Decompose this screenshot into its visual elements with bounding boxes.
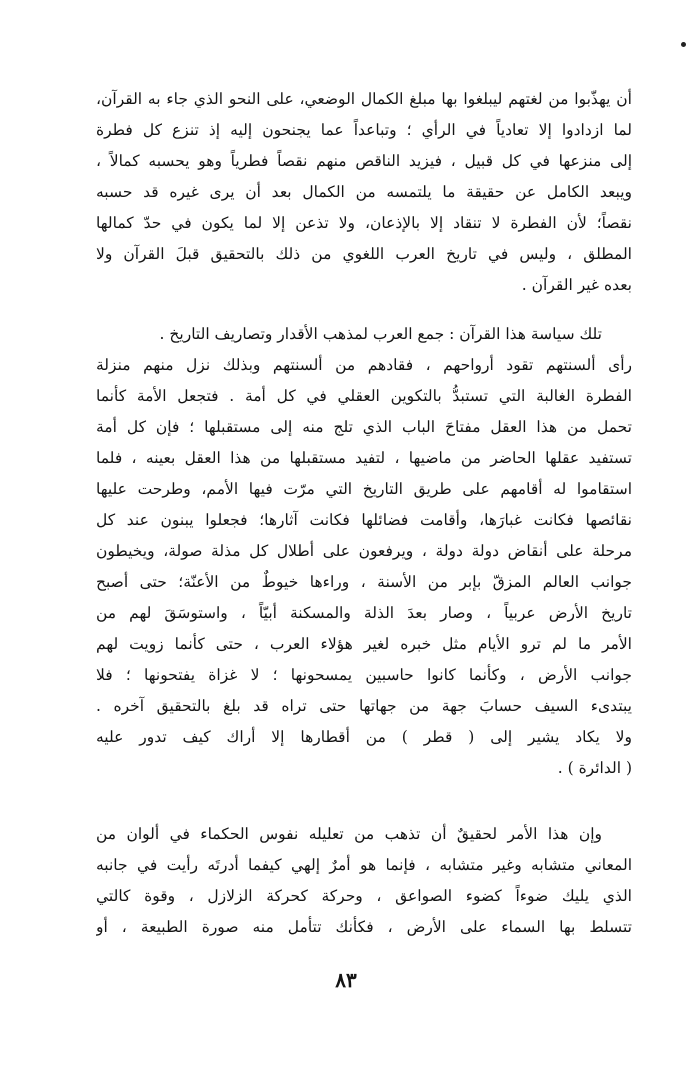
- paragraph-3: [96, 819, 632, 943]
- text-line: المطلق ، وليس في تاريخ العرب اللغوي من ذلك بالتحقيق قبلَ القرآن ولا: [96, 245, 632, 263]
- text-line: إلى منزعها في كل قبيل ، فيزيد الناقص منهم نقصاً فطرياً وهو يحسبه كمالاً ،: [96, 152, 632, 170]
- text-line: ولا يكاد يشير إلى ( قطر ) من أقطارها إلا أراك كيف تدور عليه: [96, 728, 632, 746]
- text-line: ( الدائرة ) .: [557, 759, 632, 777]
- text-line: استقاموا له أقامهم على طريق التاريخ التي مرّت فيها الأمم، وطرحت عليها: [96, 480, 632, 498]
- text-line: تحمل من هذا العقل مفتاحَ الباب الذي تلج منه إلى مستقبلها ؛ فإن كل أمة: [96, 418, 632, 436]
- text-line: يبتدىء السيف حسابَ جهة من جهاتها حتى تراه قد بلغ بالتحقيق آخره .: [96, 697, 632, 715]
- text-line: تاريخ الأرض عربياً ، وصار بعدَ الذلة والمسكنة أبيّاً ، واستوسَقَ لهم من: [96, 604, 632, 622]
- text-line: رأى ألسنتهم تقود أرواحهم ، فقادهم من ألسنتهم وبذلك نزل منهم منزلة: [96, 356, 632, 374]
- text-line: تستفيد عقلها الحاضر من ماضيها ، لتفيد مستقبلها من هذا العقل بعينه ، فلما: [96, 449, 632, 467]
- text-line: جوانب العالم المزقّ بإبر من الأسنة ، وراءها خيوطٌ من الأعنّة؛ حتى أصبح: [96, 573, 632, 591]
- text-line: مرحلة على أنقاض دولة دولة ، ويرفعون على أطلال كل مذلة صولة، ويخيطون: [96, 542, 632, 560]
- text-line: نقائصها فكانت غبارَها، وأقامت فضائلها فكانت آثارها؛ فجعلوا يبنون عند كل: [96, 511, 632, 529]
- paragraph-1: [96, 84, 632, 301]
- text-line: وإن هذا الأمر لحقيقٌ أن تذهب من تعليله نفوس الحكماء في ألوان من: [96, 825, 602, 843]
- text-line: تلك سياسة هذا القرآن : جمع العرب لمذهب الأقدار وتصاريف التاريخ .: [159, 325, 602, 343]
- text-line: جوانب الأرض ، وكأنما كانوا حاسبين يمسحونها ؛ لا غزاة يفتحونها ؛ فلا: [96, 666, 632, 684]
- text-line: أن يهذّبوا من لغتهم ليبلغوا بها مبلغ الكمال الوضعي، على النحو الذي جاء به القرآن،: [96, 90, 632, 108]
- text-line: تتسلط بها السماء على الأرض ، فكأنك تتأمل منه صورة الطبيعة ، أو: [96, 918, 632, 936]
- text-line: لما ازدادوا إلا تعادياً في الرأي ؛ وتباعداً عما يجنحون إليه إذ تنزع كل فطرة: [96, 121, 632, 139]
- text-line: الذي يليك ضوءاً كضوء الصواعق ، وحركة كحركة الزلازل ، وقوة كالتي: [96, 887, 632, 905]
- text-line: المعاني متشابه وغير متشابه ، فإنما هو أمرٌ إلهي كيفما أدرتَه رأيت في جانبه: [96, 856, 632, 874]
- text-line: نقصاً؛ لأن الفطرة لا تنقاد إلا بالإذعان، ولا تذعن إلا لما يكون في حدّ كمالها: [96, 214, 632, 232]
- text-line: الفطرة الغالبة التي تستبدُّ بالتكوين العقلي في كل أمة . فتجعل الأمة كأنما: [96, 387, 632, 405]
- text-line: ويبعد الكامل عن حقيقة ما يلتمسه من الكمال بعد أن يرى غيره قد حسبه: [96, 183, 632, 201]
- page-number: ٨٣: [335, 968, 357, 992]
- edge-dot: [681, 42, 686, 47]
- text-line: بعده غير القرآن .: [521, 276, 632, 294]
- paragraph-2: [96, 319, 632, 784]
- text-line: الأمر ما لم ترو الأيام مثل خبره لغير هؤلاء العرب ، حتى كأنما زويت لهم: [96, 635, 632, 653]
